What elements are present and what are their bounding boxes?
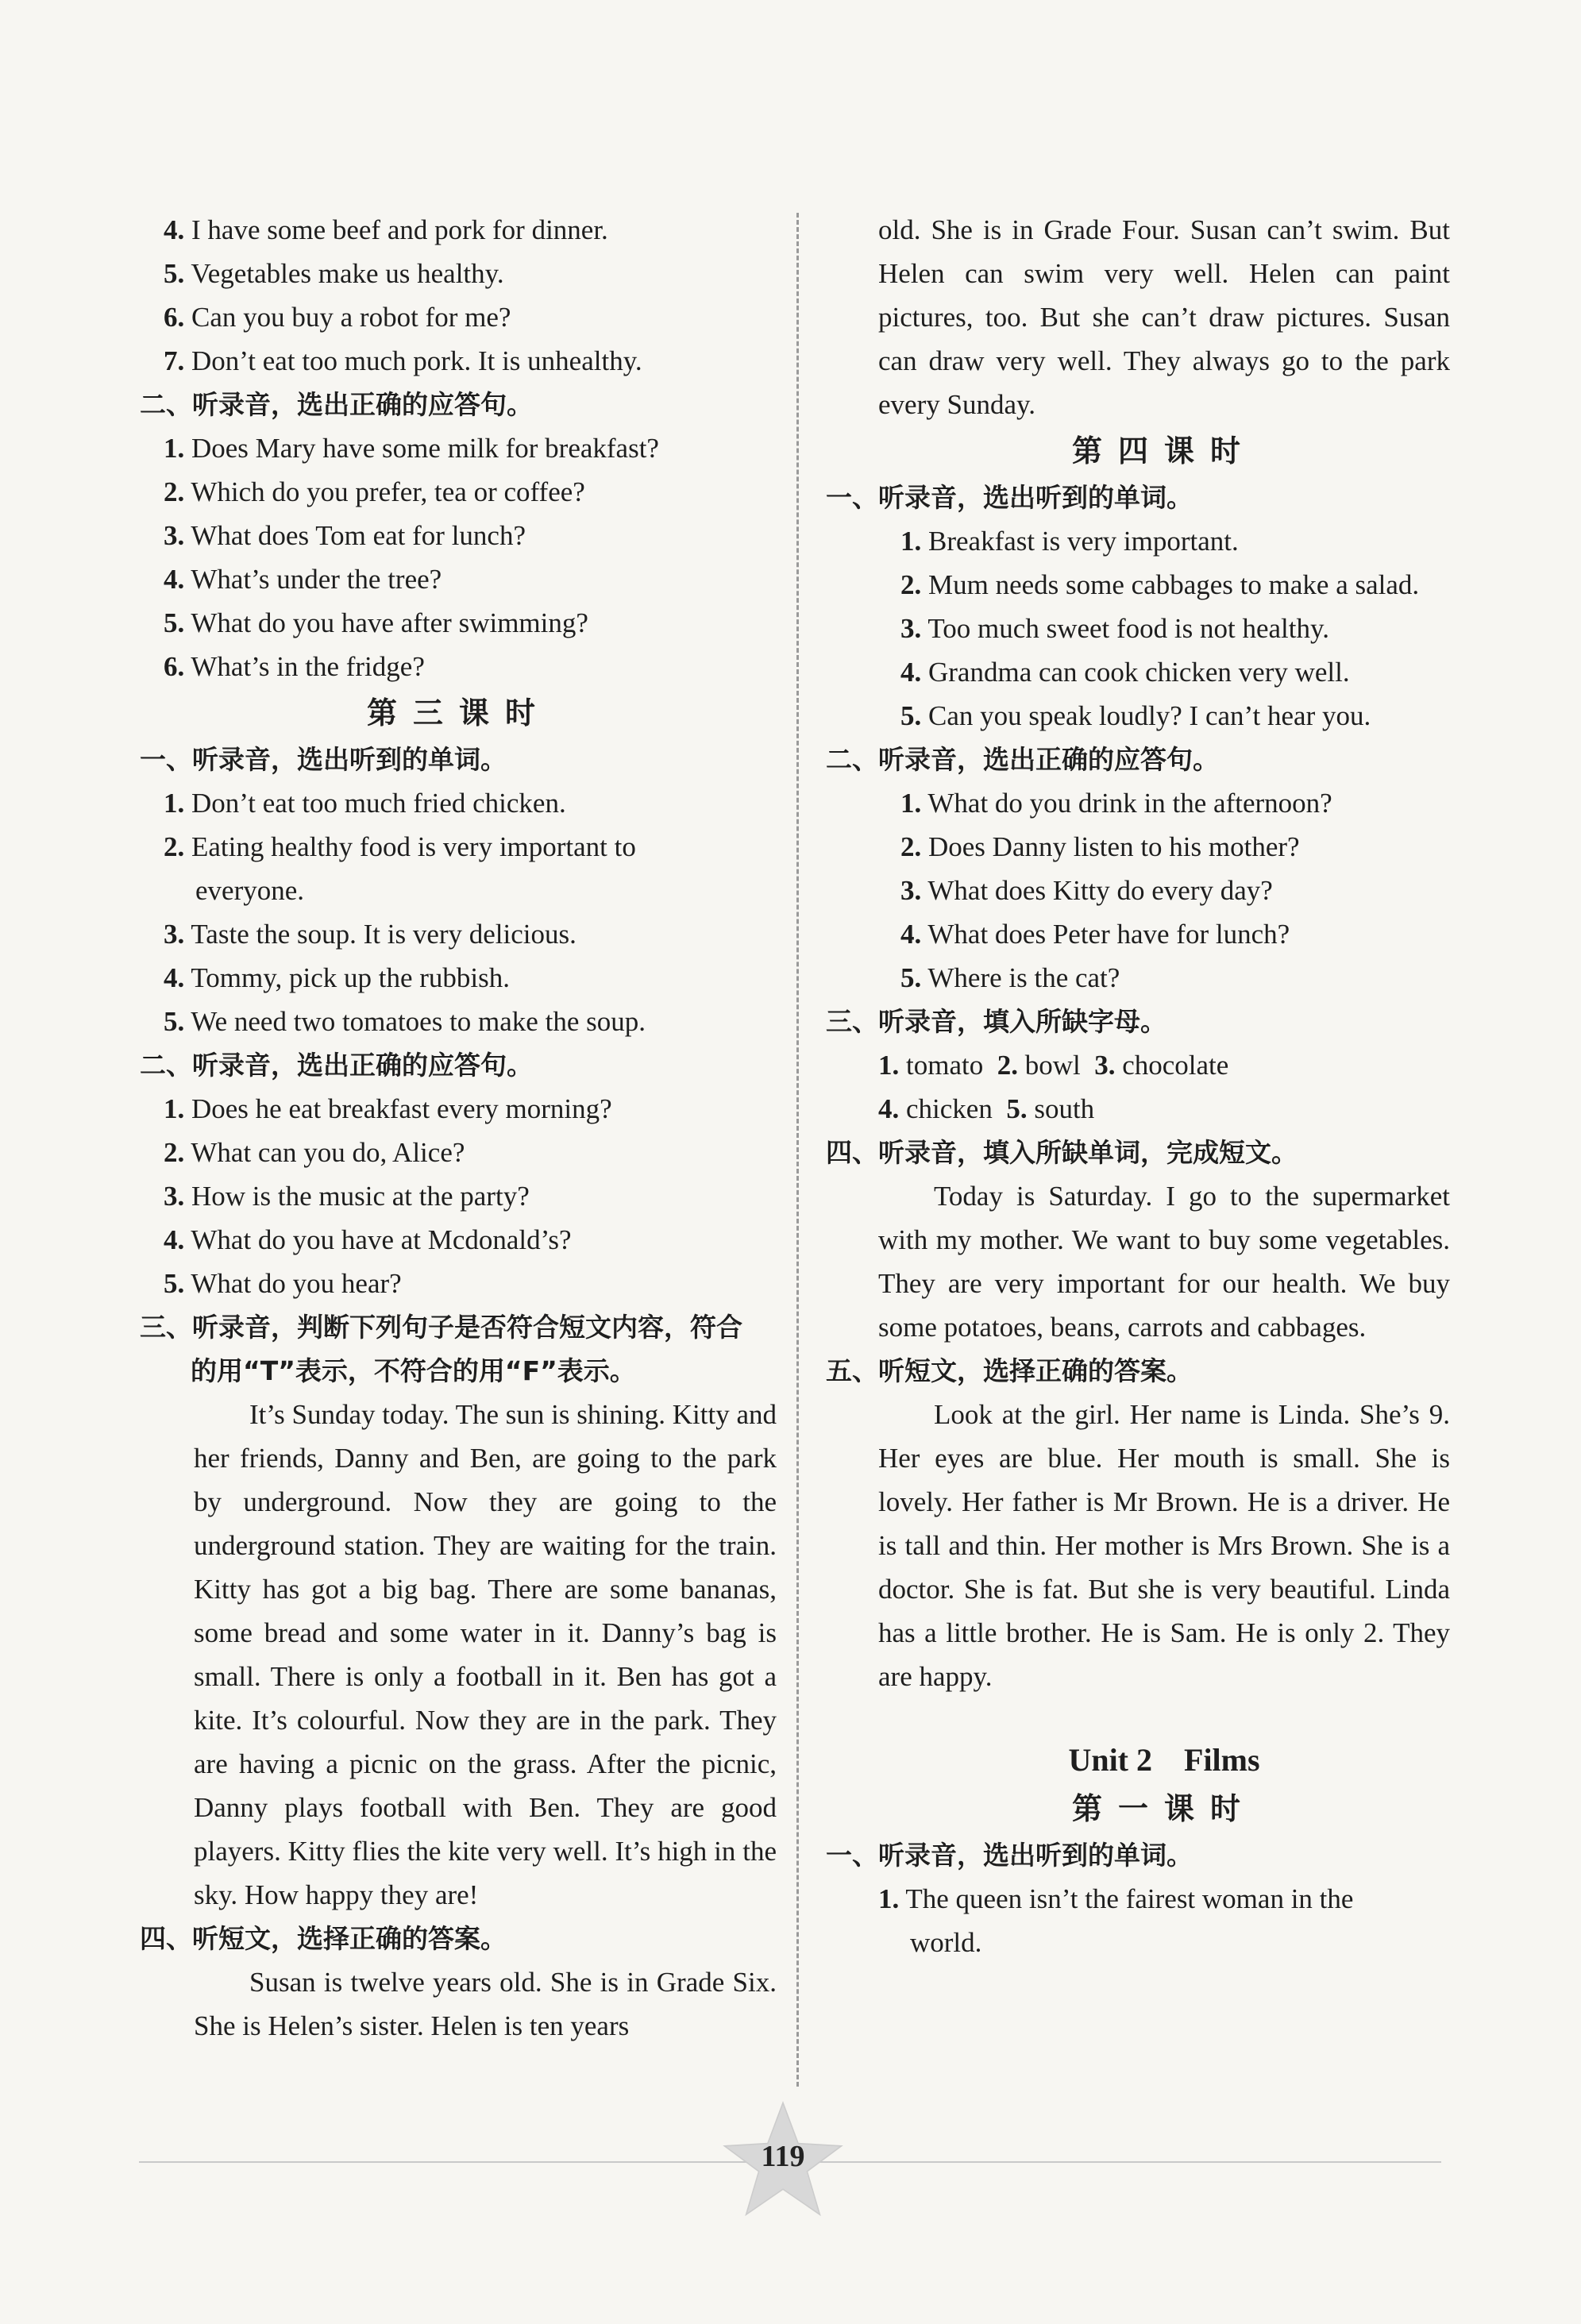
list-item: 5. We need two tomatoes to make the soup. bbox=[164, 1006, 646, 1037]
section-heading: 一、听录音，选出听到的单词。 bbox=[826, 482, 1193, 513]
section-heading: 二、听录音，选出正确的应答句。 bbox=[140, 1050, 533, 1081]
lesson-title: 第四课时 bbox=[1071, 434, 1256, 468]
passage-continued: old. She is in Grade Four. Susan can’t swim. But Helen can swim very well. Helen can paint pictures, too. But she can’t draw pictures. Susan can draw very well. They always go to the park every Sunday. bbox=[878, 214, 1450, 420]
list-item: 4. What do you have at Mcdonald’s? bbox=[164, 1224, 572, 1255]
section-heading: 五、听短文，选择正确的答案。 bbox=[826, 1355, 1193, 1386]
list-item: 4. Tommy, pick up the rubbish. bbox=[164, 962, 511, 993]
page-number: 119 bbox=[761, 2140, 805, 2173]
list-item: 1. Does he eat breakfast every morning? bbox=[164, 1093, 612, 1124]
list-item: 4. Grandma can cook chicken very well. bbox=[900, 657, 1350, 688]
list-item: 2. What can you do, Alice? bbox=[164, 1137, 465, 1168]
answer-row: 1. tomato 2. bowl 3. chocolate bbox=[878, 1050, 1229, 1081]
list-item: 2. Mum needs some cabbages to make a salad. bbox=[900, 569, 1420, 600]
list-item: 1. What do you drink in the afternoon? bbox=[900, 788, 1332, 819]
section-heading: 三、听录音，填入所缺字母。 bbox=[826, 1006, 1166, 1037]
list-item: 4. What’s under the tree? bbox=[164, 564, 442, 595]
list-item: 2. Eating healthy food is very important to bbox=[164, 831, 636, 862]
section-items bbox=[878, 519, 1450, 738]
list-item: 6. What’s in the fridge? bbox=[164, 651, 425, 682]
list-item: 3. How is the music at the party? bbox=[164, 1181, 530, 1212]
list-item: 2. Which do you prefer, tea or coffee? bbox=[164, 476, 585, 507]
lesson-title: 第一课时 bbox=[1071, 1791, 1256, 1826]
passage: Susan is twelve years old. She is in Grade Six. She is Helen’s sister. Helen is ten years bbox=[194, 1967, 777, 2041]
section-heading: 一、听录音，选出听到的单词。 bbox=[140, 744, 507, 775]
items-top bbox=[141, 208, 777, 383]
list-item: 2. Does Danny listen to his mother? bbox=[900, 831, 1300, 862]
right-column bbox=[826, 208, 1450, 1964]
list-item: 5. What do you hear? bbox=[164, 1268, 402, 1299]
list-item: 3. Taste the soup. It is very delicious. bbox=[164, 919, 576, 950]
list-item: 4. What does Peter have for lunch? bbox=[900, 919, 1290, 950]
section-heading: 二、听录音，选出正确的应答句。 bbox=[826, 744, 1219, 775]
section-heading: 二、听录音，选出正确的应答句。 bbox=[140, 389, 533, 420]
lesson-title: 第三课时 bbox=[366, 696, 551, 730]
section-heading: 四、听短文，选择正确的答案。 bbox=[140, 1923, 507, 1954]
list-item-continuation: everyone. bbox=[195, 875, 305, 906]
section-items bbox=[878, 781, 1450, 1000]
column-divider bbox=[796, 213, 799, 2087]
passage: It’s Sunday today. The sun is shining. Kitty and her friends, Danny and Ben, are going to the park by underground. Now they are going to the underground station. They are waiting for the train. Kitty has got a big bag. There are some bananas, some bread and some water in it. Danny’s bag is small. There is only a football in it. Ben has got a kite. It’s colourful. Now they are in the park. They are having a picnic on the grass. After the picnic, Danny plays football with Ben. They are good players. Kitty flies the kite very well. It’s high in the sky. How happy they are! bbox=[194, 1399, 777, 1910]
list-item: 5. Where is the cat? bbox=[900, 962, 1120, 993]
section-heading: 四、听录音，填入所缺单词，完成短文。 bbox=[826, 1137, 1298, 1168]
list-item: 1. The queen isn’t the fairest woman in the bbox=[878, 1883, 1354, 1914]
section-heading: 三、听录音，判断下列句子是否符合短文内容，符合 的用“T”表示，不符合的用“F”表示。 bbox=[140, 1312, 742, 1386]
list-item: 5. What do you have after swimming? bbox=[164, 607, 588, 638]
section-heading: 一、听录音，选出听到的单词。 bbox=[826, 1840, 1193, 1871]
answer-row: 4. chicken 5. south bbox=[878, 1093, 1095, 1124]
list-item: 3. What does Tom eat for lunch? bbox=[164, 520, 526, 551]
list-item: 1. Breakfast is very important. bbox=[900, 526, 1239, 557]
list-item-continuation: world. bbox=[910, 1927, 982, 1958]
list-item: 3. Too much sweet food is not healthy. bbox=[900, 613, 1329, 644]
left-column bbox=[141, 208, 777, 2048]
list-item: 7. Don’t eat too much pork. It is unhealthy. bbox=[164, 345, 642, 376]
list-item: 5. Vegetables make us healthy. bbox=[164, 258, 504, 289]
section-items bbox=[141, 426, 777, 688]
list-item: 5. Can you speak loudly? I can’t hear you. bbox=[900, 700, 1371, 731]
list-item: 1. Does Mary have some milk for breakfast? bbox=[164, 433, 659, 464]
unit-title: Unit 2 Films bbox=[1068, 1742, 1260, 1778]
section-items bbox=[141, 781, 777, 1043]
passage: Look at the girl. Her name is Linda. She’s 9. Her eyes are blue. Her mouth is small. She is lovely. Her father is Mr Brown. He is a driver. He is tall and thin. Her mother is Mrs Brown. She is a doctor. She is fat. But she is very beautiful. Linda has a little brother. He is Sam. He is only 2. They are happy. bbox=[878, 1399, 1450, 1692]
list-item: 1. Don’t eat too much fried chicken. bbox=[164, 788, 566, 819]
passage: Today is Saturday. I go to the supermarket with my mother. We want to buy some vegetables. They are very important for our health. We buy some potatoes, beans, carrots and cabbages. bbox=[878, 1181, 1450, 1343]
list-item: 4. I have some beef and pork for dinner. bbox=[164, 214, 608, 245]
list-item: 6. Can you buy a robot for me? bbox=[164, 302, 511, 333]
list-item: 3. What does Kitty do every day? bbox=[900, 875, 1273, 906]
section-items bbox=[141, 1087, 777, 1305]
